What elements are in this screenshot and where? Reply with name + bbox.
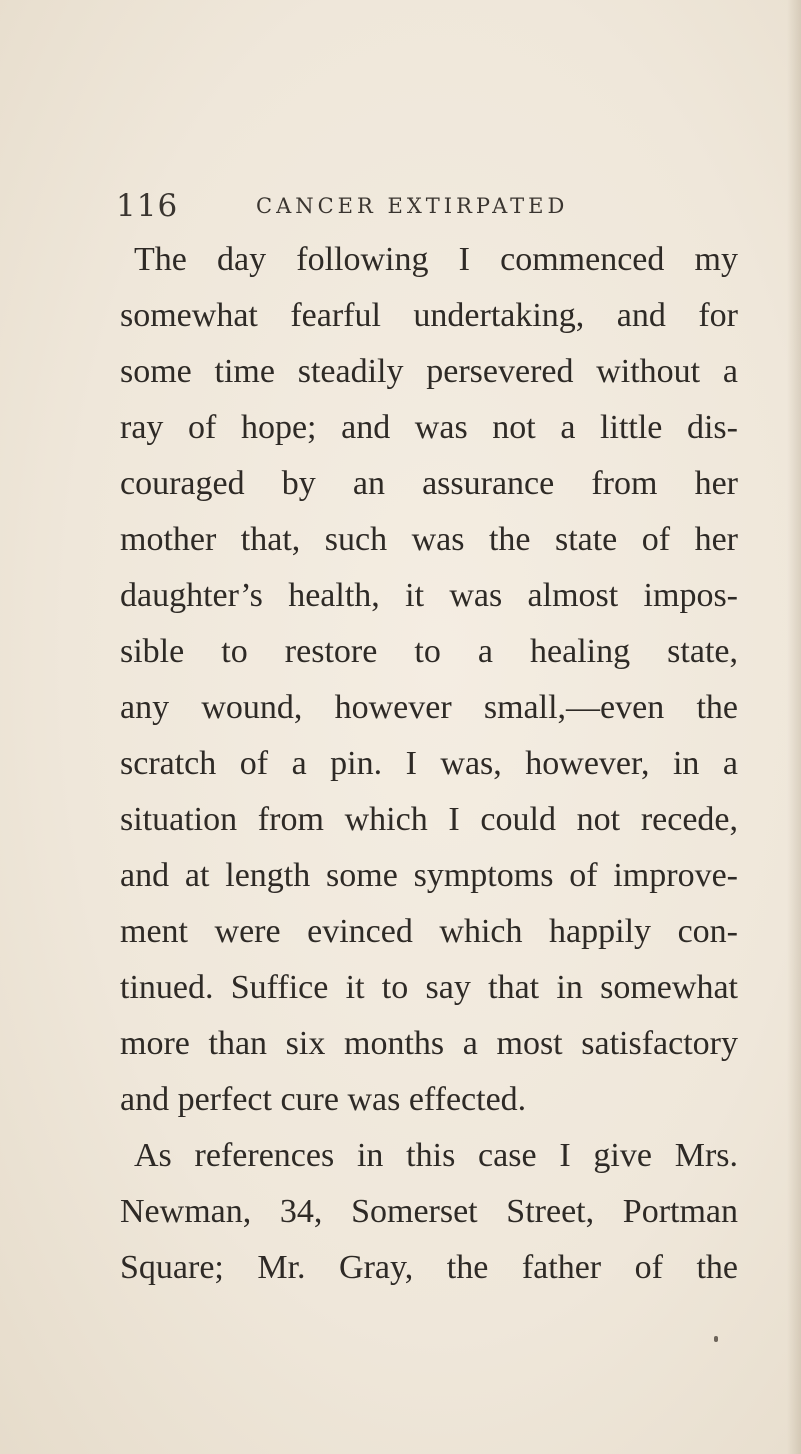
text-line: more than six months a most satisfactory	[120, 1025, 738, 1062]
text-line: As references in this case I give Mrs.	[134, 1137, 738, 1174]
running-title: CANCER EXTIRPATED	[256, 194, 569, 218]
text-line: Newman, 34, Somerset Street, Portman	[120, 1193, 738, 1230]
paragraph-1	[120, 232, 738, 1128]
text-line: couraged by an assurance from her	[120, 465, 738, 502]
text-line: sible to restore to a healing state,	[120, 633, 738, 670]
paragraph-2	[120, 1128, 738, 1296]
text-line: daughter’s health, it was almost impos-	[120, 577, 738, 614]
text-line: and at length some symptoms of improve-	[120, 857, 738, 894]
text-line: Square; Mr. Gray, the father of the	[120, 1249, 738, 1286]
text-line: any wound, however small,—even the	[120, 689, 738, 726]
text-line: somewhat fearful undertaking, and for	[120, 297, 738, 334]
text-line: The day following I commenced my	[134, 241, 738, 278]
running-head	[116, 188, 756, 228]
text-line: tinued. Suffice it to say that in somewhat	[120, 969, 738, 1006]
text-line: mother that, such was the state of her	[120, 521, 738, 558]
text-line: some time steadily persevered without a	[120, 353, 738, 390]
page-number: 116	[116, 188, 179, 224]
ink-speck	[714, 1336, 718, 1342]
body-text	[120, 232, 738, 1296]
page-edge-shadow	[787, 0, 801, 1454]
text-line: scratch of a pin. I was, however, in a	[120, 745, 738, 782]
text-line: ray of hope; and was not a little dis-	[120, 409, 738, 446]
text-line: ment were evinced which happily con-	[120, 913, 738, 950]
text-line: situation from which I could not recede,	[120, 801, 738, 838]
text-line-last: and perfect cure was effected.	[120, 1081, 527, 1118]
